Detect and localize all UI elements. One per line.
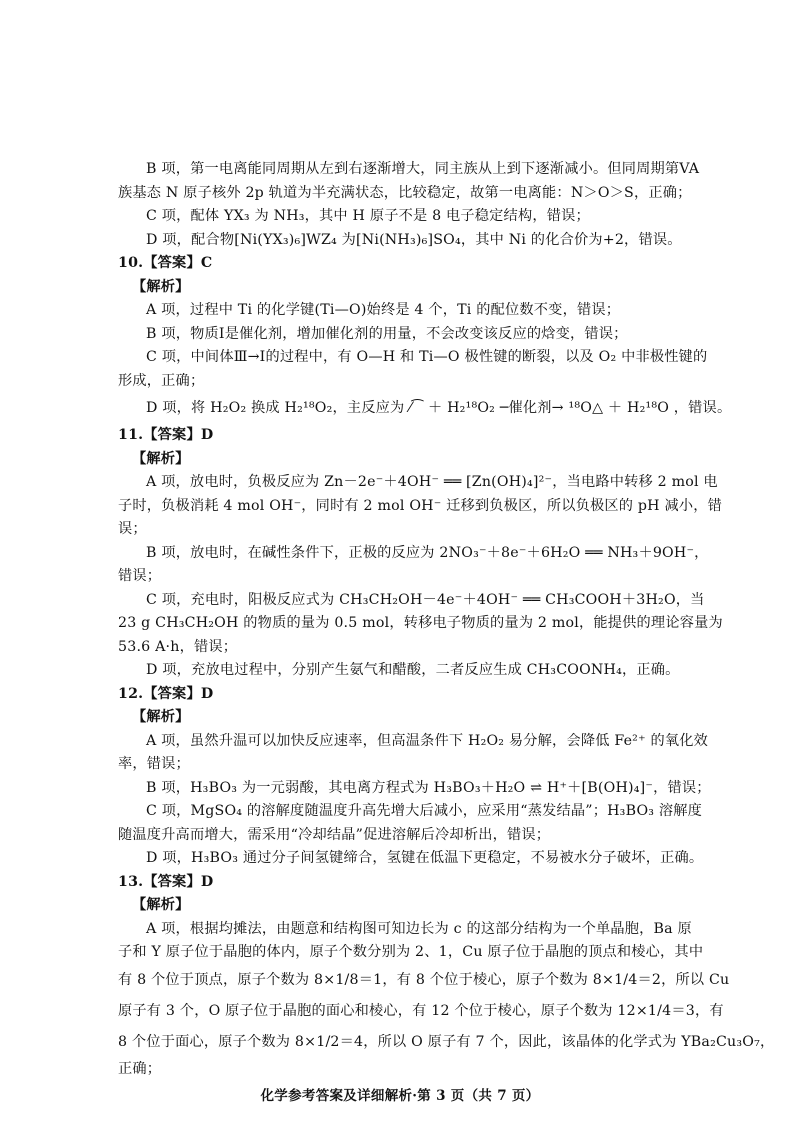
text-line: A 项，过程中 Ti 的化学键(Ti—O)始终是 4 个，Ti 的配位数不变，错误； xyxy=(146,302,621,318)
text-line: 子和 Y 原子位于晶胞的体内，原子个数分别为 2、1，Cu 原子位于晶胞的顶点和棱心，其中 xyxy=(118,944,704,960)
text-line: 23 g CH₃CH₂OH 的物质的量为 0.5 mol，转移电子物质的量为 2 mol，能提供的理论容量为 xyxy=(118,615,723,631)
text-line: C 项，配体 YX₃ 为 NH₃，其中 H 原子不是 8 电子稳定结构，错误； xyxy=(146,208,590,224)
page-footer: 化学参考答案及详细解析·第 3 页（共 7 页） xyxy=(260,1088,540,1104)
document-body xyxy=(118,158,775,1081)
text-line: 12.【答案】D xyxy=(118,685,214,702)
text-line: 正确； xyxy=(118,1060,162,1077)
text-line: 错误； xyxy=(118,568,162,584)
text-line: 10.【答案】C xyxy=(118,255,213,271)
text-line: B 项，物质Ⅰ是催化剂，增加催化剂的用量，不会改变该反应的焓变，错误； xyxy=(146,325,628,342)
text-line: D 项，配合物[Ni(YX₃)₆]WZ₄ 为[Ni(NH₃)₆]SO₄，其中 Ni 的化合价为+2，错误。 xyxy=(146,231,682,248)
text-line: 53.6 A·h，错误； xyxy=(118,638,238,655)
text-line: 【解析】 xyxy=(132,450,190,467)
text-line: D 项，将 H₂O₂ 换成 H₂¹⁸O₂，主反应为 ⁄⁀ ＋ H₂¹⁸O₂ ─催化剂→ ¹⁸O△ ＋ H₂¹⁸O ，错误。 xyxy=(146,400,732,416)
text-line: 有 8 个位于顶点，原子个数为 8×1/8＝1，有 8 个位于棱心，原子个数为 8×1/4＝2，所以 Cu xyxy=(118,971,730,988)
text-line: 8 个位于面心，原子个数为 8×1/2＝4，所以 O 原子有 7 个，因此，该晶体的化学式为 YBa₂Cu₃O₇， xyxy=(118,1033,775,1050)
text-line: 误； xyxy=(118,521,147,537)
text-line: 形成，正确； xyxy=(118,372,205,389)
text-line: D 项，充放电过程中，分别产生氨气和醋酸，二者反应生成 CH₃COONH₄，正确。 xyxy=(146,662,680,678)
text-line: 随温度升高而增大，需采用“冷却结晶”促进溶解后冷却析出，错误； xyxy=(118,826,551,843)
text-line: 【解析】 xyxy=(132,897,190,913)
text-line: 率，错误； xyxy=(118,756,190,772)
text-line: C 项，MgSO₄ 的溶解度随温度升高先增大后减小，应采用“蒸发结晶”；H₃BO₃ 溶解度 xyxy=(146,803,703,819)
text-line: C 项，中间体Ⅲ→Ⅰ的过程中，有 O—H 和 Ti—O 极性键的断裂，以及 O₂ 中非极性键的 xyxy=(146,349,708,365)
text-line: D 项，H₃BO₃ 通过分子间氢键缔合，氢键在低温下更稳定，不易被水分子破坏，正确。 xyxy=(146,850,704,866)
text-line: B 项，第一电离能同周期从左到右逐渐增大，同主族从上到下逐渐减小。但同周期第VA xyxy=(146,161,700,177)
text-line: C 项，充电时，阳极反应式为 CH₃CH₂OH－4e⁻＋4OH⁻ ══ CH₃COOH＋3H₂O，当 xyxy=(146,591,705,608)
text-line: B 项，H₃BO₃ 为一元弱酸，其电离方程式为 H₃BO₃＋H₂O ⇌ H⁺＋[B(OH)₄]⁻，错误； xyxy=(146,779,711,796)
text-line: 11.【答案】D xyxy=(118,427,214,443)
text-line: 族基态 N 原子核外 2p 轨道为半充满状态，比较稳定，故第一电离能：N＞O＞S，正确； xyxy=(118,184,692,201)
text-line: A 项，根据均摊法，由题意和结构图可知边长为 c 的这部分结构为一个单晶胞，Ba 原 xyxy=(146,920,692,937)
text-line: 子时，负极消耗 4 mol OH⁻，同时有 2 mol OH⁻ 迁移到负极区，所以负极区的 pH 减小，错 xyxy=(118,497,722,514)
text-line: 【解析】 xyxy=(132,278,190,295)
text-line: 原子有 3 个，O 原子位于晶胞的面心和棱心，有 12 个位于棱心，原子个数为 12×1/4＝3，有 xyxy=(118,1002,724,1019)
text-line: 13.【答案】D xyxy=(118,873,214,890)
text-line: A 项，放电时，负极反应为 Zn－2e⁻＋4OH⁻ ══ [Zn(OH)₄]²⁻，当电路中转移 2 mol 电 xyxy=(146,474,718,490)
text-line: A 项，虽然升温可以加快反应速率，但高温条件下 H₂O₂ 易分解，会降低 Fe²⁺ 的氧化效 xyxy=(146,732,709,749)
text-line: B 项，放电时，在碱性条件下，正极的反应为 2NO₃⁻＋8e⁻＋6H₂O ══ NH₃＋9OH⁻， xyxy=(146,544,709,561)
text-line: 【解析】 xyxy=(132,709,190,725)
